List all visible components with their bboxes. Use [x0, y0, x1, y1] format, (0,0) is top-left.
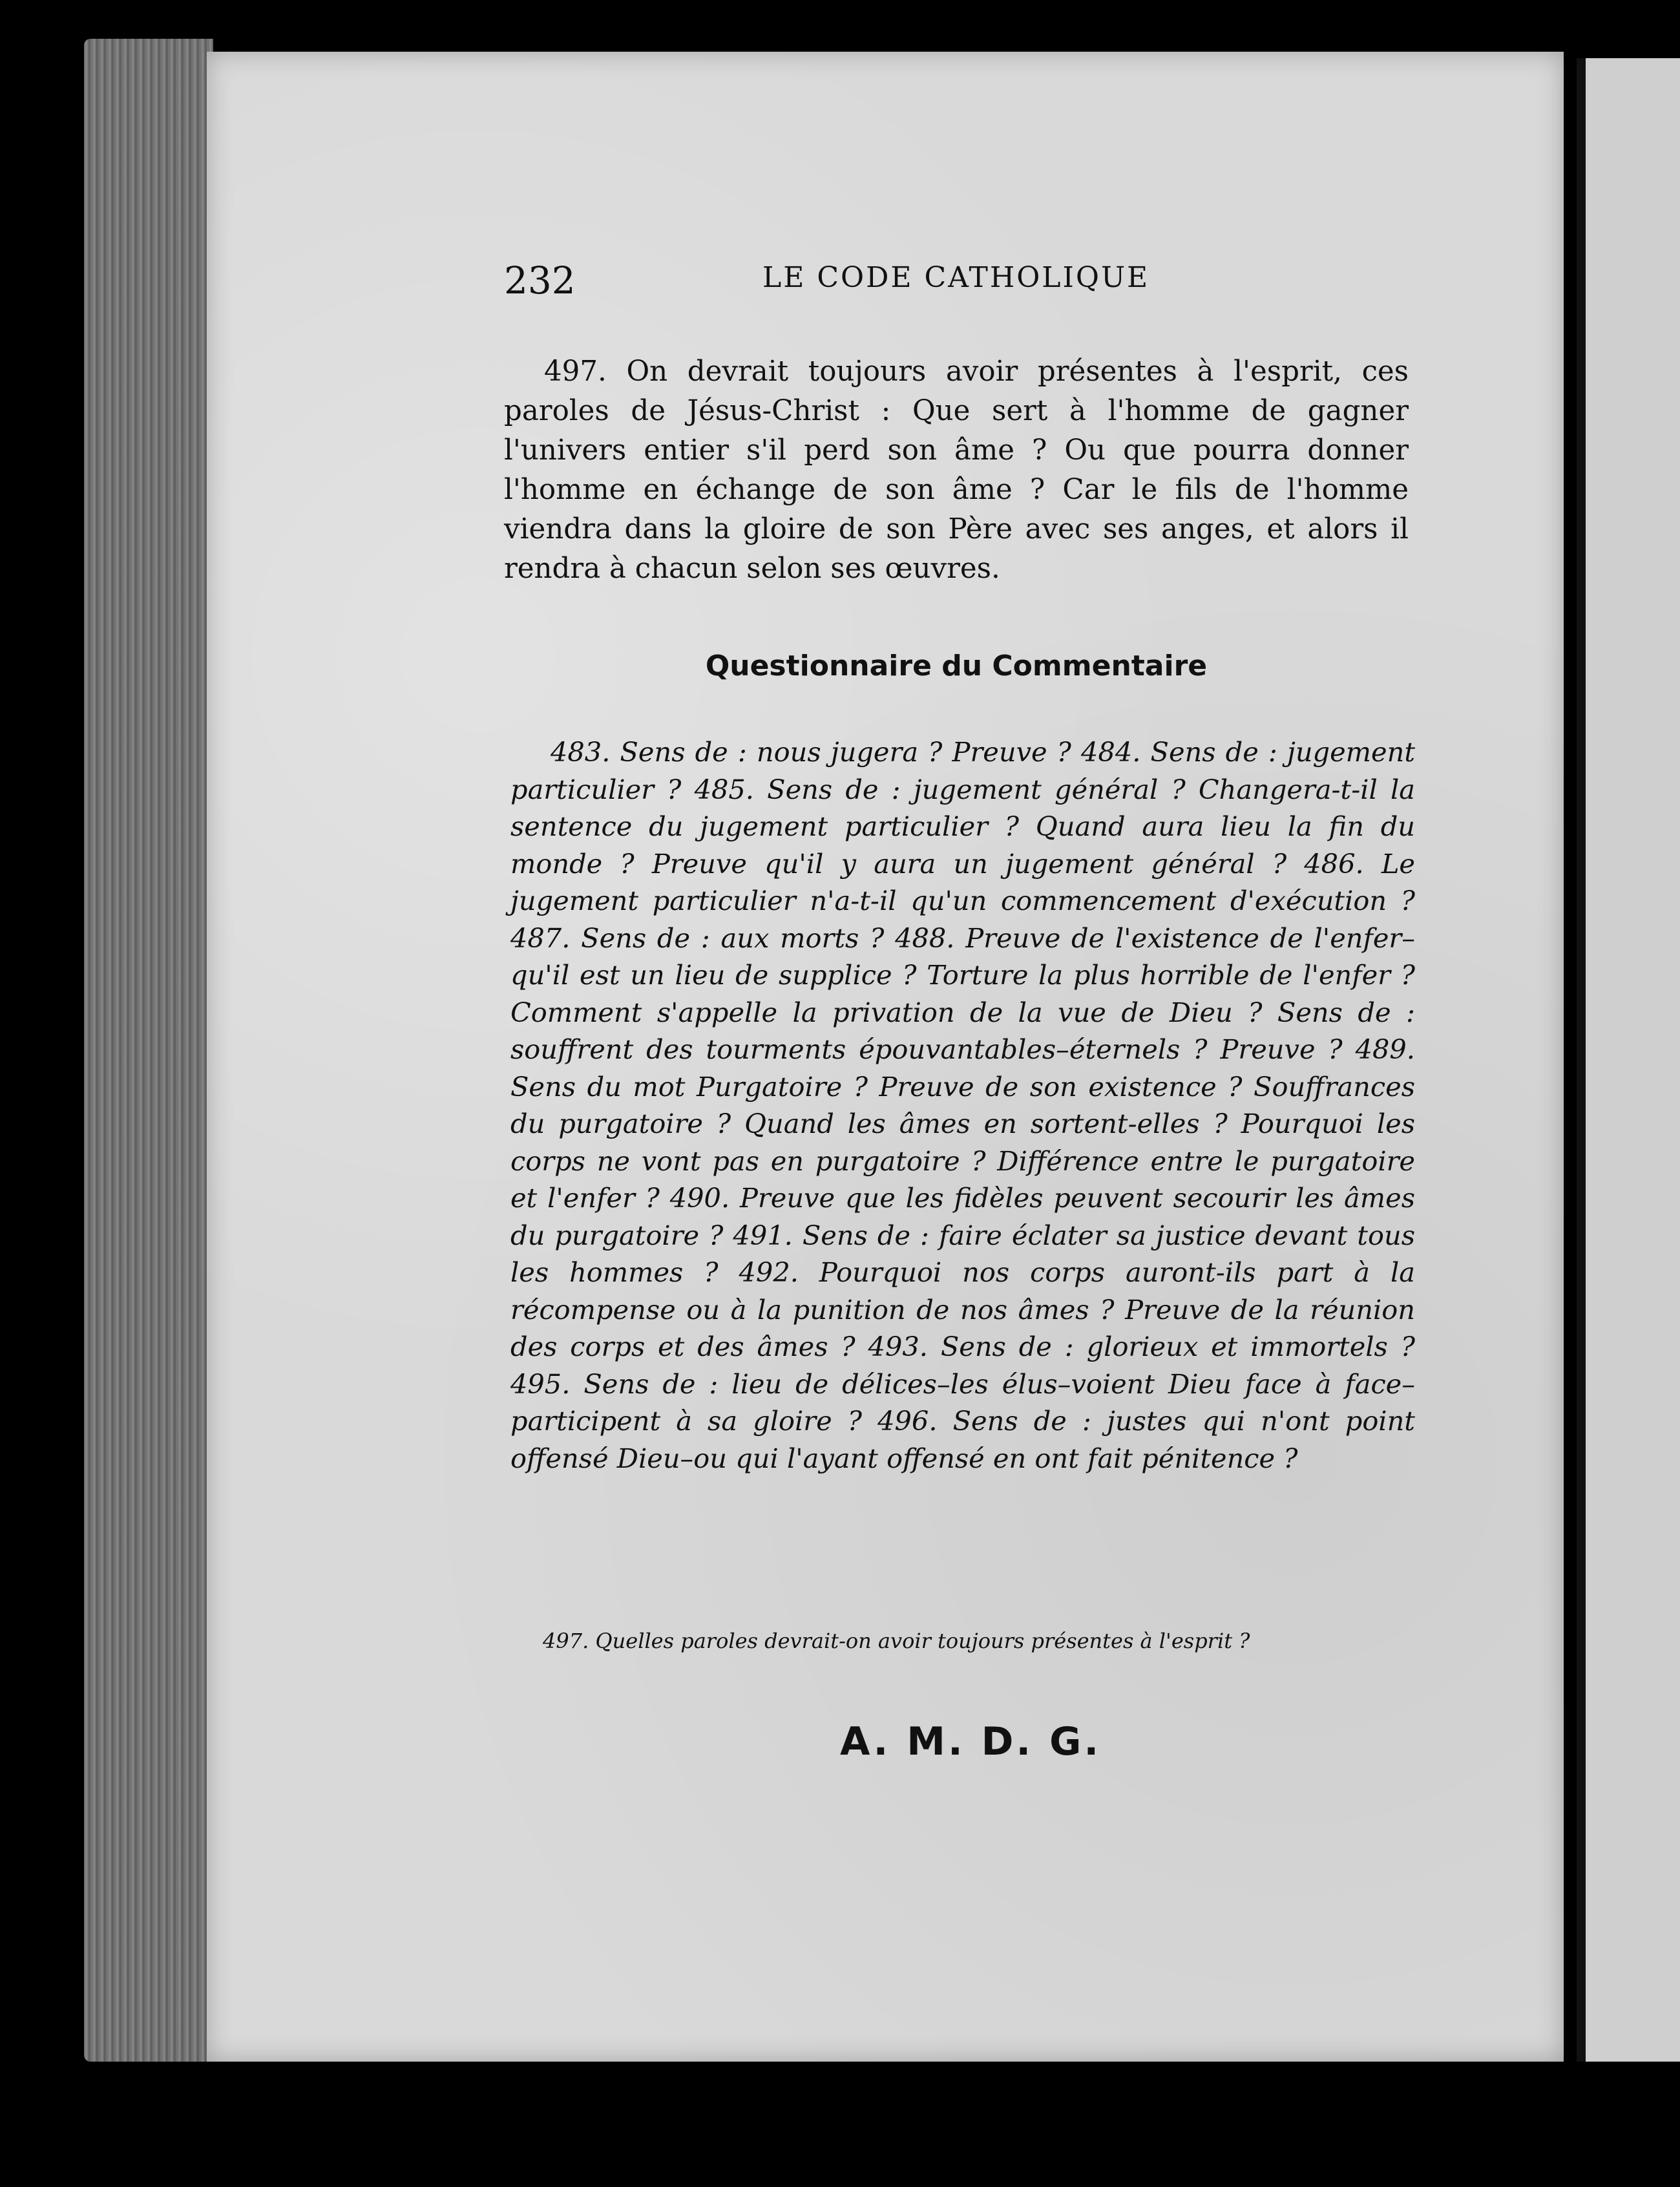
questionnaire-text: 483. Sens de : nous jugera ? Preuve ? 484. Sens de : jugement particulier ? 485. Sens de : jugement général ? Changera-t-il la sentence du jugement particulier ? Quand aura lieu la fin du monde ? Preuve qu'il y aura un jugement général ? 486. Le jugement particulier n'a-t-il qu'un commencement d'exécution ? 487. Sens de : aux morts ? 488. Preuve de l'existence de l'enfer–qu'il est un lieu de supplice ? Torture la plus horrible de l'enfer ? Comment s'appelle la privation de la vue de Dieu ? Sens de : souffrent des tourments épouvantables–éternels ? Preuve ? 489. Sens du mot Purgatoire ? Preuve de son existence ? Souffrances du purgatoire ? Quand les âmes en sortent-elles ? Pourquoi les corps ne vont pas en purgatoire ? Différence entre le purgatoire et l'enfer ? 490. Preuve que les fidèles peuvent secourir les âmes du purgatoire ? 491. Sens de : faire éclater sa justice devant tous les hommes ? 492. Pourquoi nos corps auront-ils part à la récompense ou à la punition de nos âmes ? Preuve de la réunion des corps et des âmes ? 493. Sens de : glorieux et immortels ? 495. Sens de : lieu de délices–les élus–voient Dieu face à face–participent à sa gloire ? 496. Sens de : justes qui n'ont point offensé Dieu–ou qui l'ayant offensé en ont fait pénitence ?	[510, 736, 1415, 1474]
section-title: Questionnaire du Commentaire	[705, 650, 1208, 682]
page-number: 232	[504, 259, 576, 302]
final-question: 497. Quelles paroles devrait-on avoir toujours présentes à l'esprit ?	[543, 1629, 1250, 1653]
page-stack-edges	[84, 39, 213, 2062]
page-header	[504, 259, 1422, 304]
paragraph-497: 497. On devrait toujours avoir présentes à l'esprit, ces paroles de Jésus-Christ : Que sert à l'homme de gagner l'univers entier s'il perd son âme ? Ou que pourra donner l'homme en échange de son âme ? Car le fils de l'homme viendra dans la gloire de son Père avec ses anges, et alors il rendra à chacun selon ses œuvres.	[504, 355, 1409, 585]
running-title: LE CODE CATHOLIQUE	[762, 261, 1150, 294]
facing-page-edge	[1577, 58, 1680, 2062]
closing-motto: A. M. D. G.	[840, 1719, 1102, 1764]
